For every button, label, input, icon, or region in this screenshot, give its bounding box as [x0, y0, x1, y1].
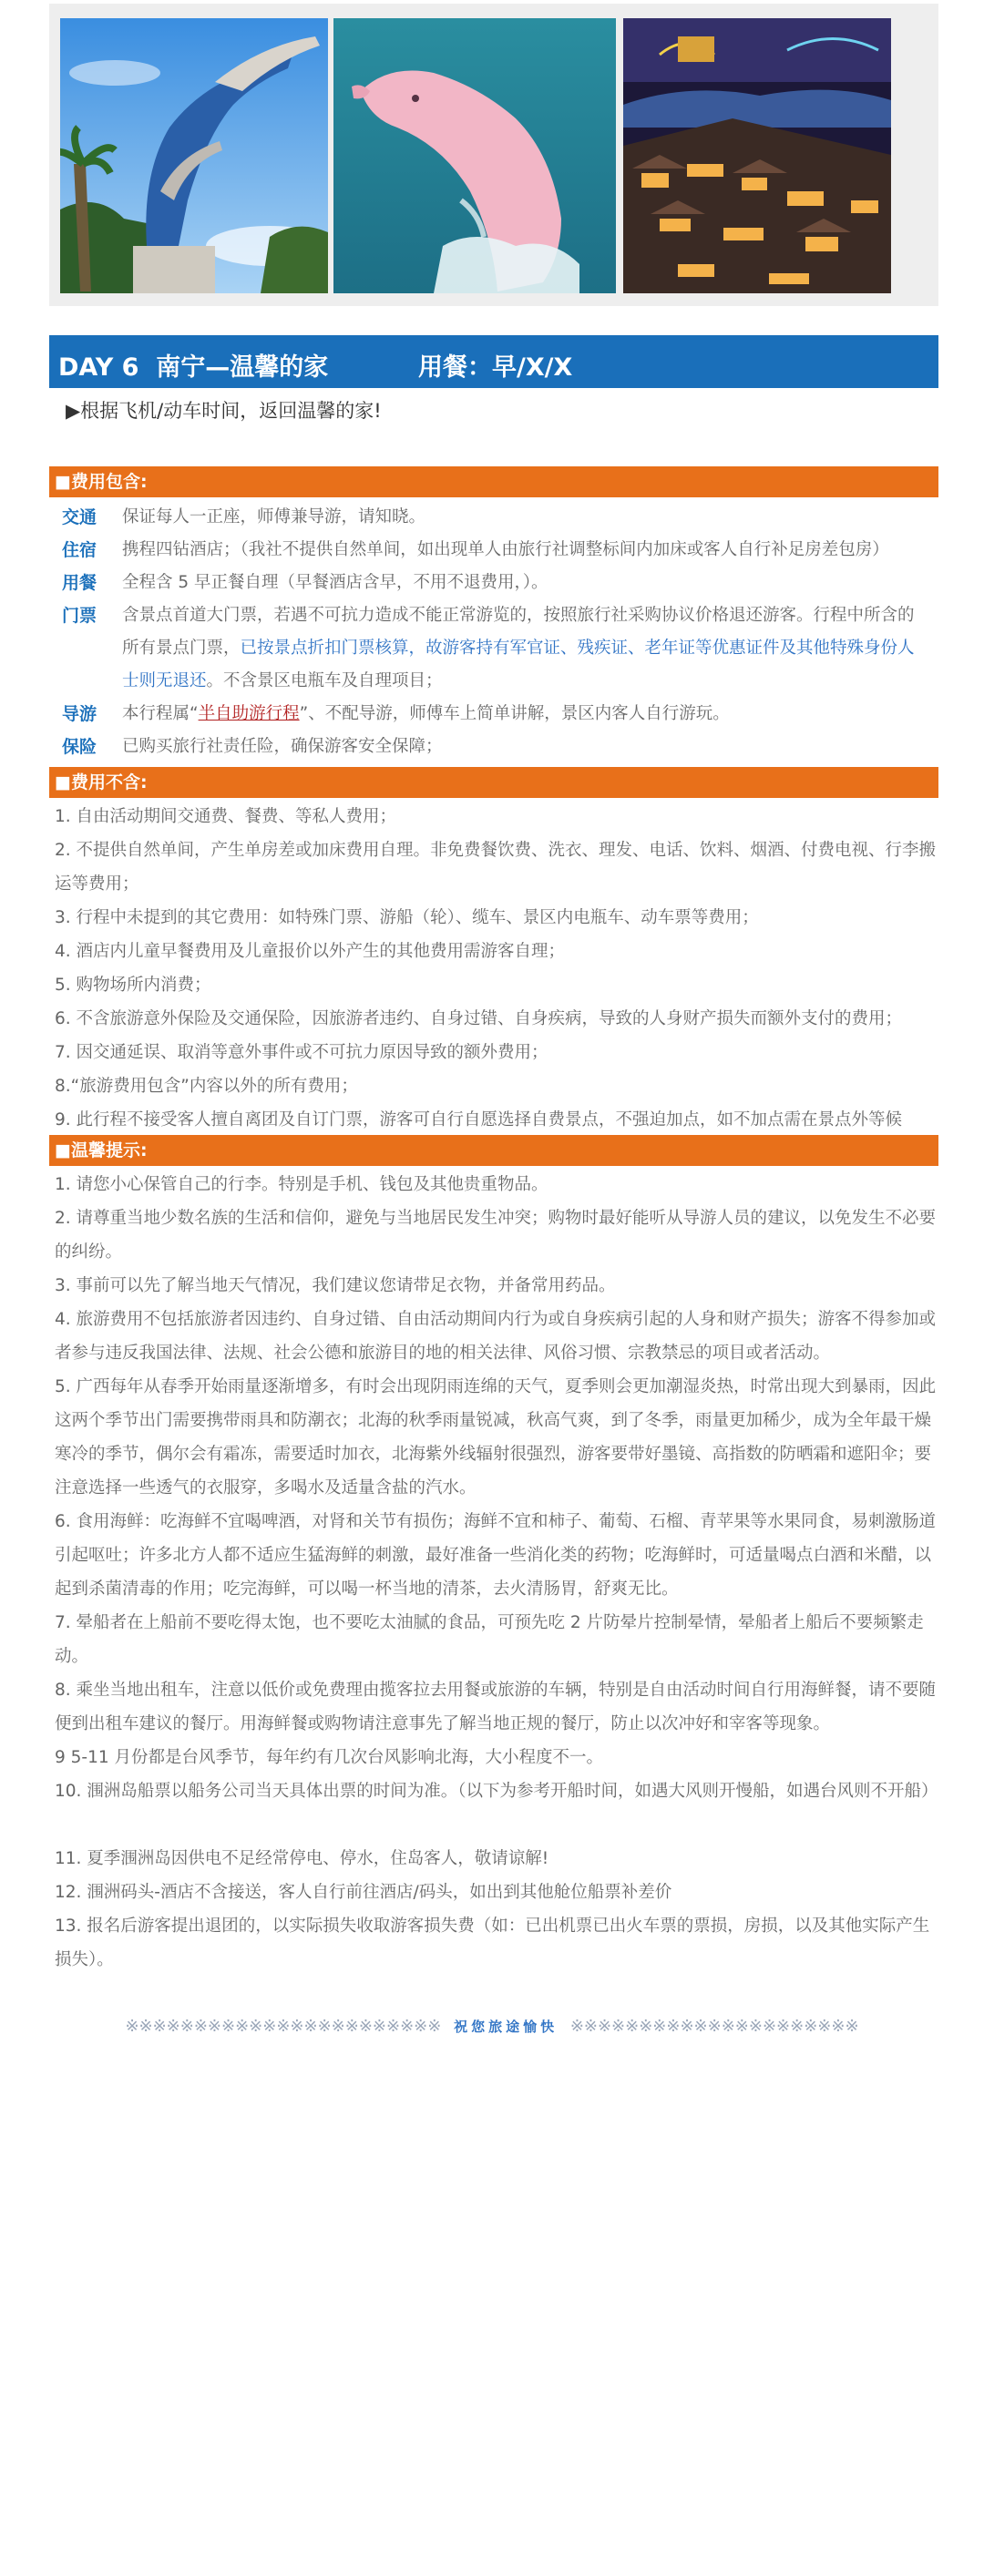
exclude-item: 8.“旅游费用包含”内容以外的所有费用；: [55, 1077, 358, 1096]
include-text: 全程含 5 早正餐自理（早餐酒店含早，不用不退费用，）。: [122, 573, 548, 592]
tip-item: 3. 事前可以先了解当地天气情况，我们建议您请带足衣物，并备常用药品。: [55, 1276, 616, 1295]
tip-item: 10. 涠洲岛船票以船务公司当天具体出票的时间为准。（以下为参考开船时间，如遇大风则开慢船，如遇台风则不开船）: [55, 1782, 938, 1801]
footer-wish-text: 祝您旅途愉快: [454, 2019, 559, 2035]
exclude-item: 9. 此行程不接受客人擅自离团及自订门票，游客可自行自愿选择自费景点，不强迫加点，如不加点需在景点外等候: [55, 1110, 903, 1130]
exclude-item: 2. 不提供自然单间，产生单房差或加床费用自理。非免费餐饮费、洗衣、理发、电话、饮料、烟酒、付费电视、行李搬运等费用；: [55, 841, 937, 894]
day-meals: 用餐：早/X/X: [418, 353, 573, 382]
include-label: 导游: [62, 704, 97, 724]
photo-strip: [49, 4, 938, 306]
tip-item: 6. 食用海鲜：吃海鲜不宜喝啤酒，对肾和关节有损伤；海鲜不宜和柿子、葡萄、石榴、青苹果等水果同食，易刺激肠道引起呕吐；许多北方人都不适应生猛海鲜的刺激，最好准备一些消化类的药物；吃海鲜时，可适量喝点白酒和米醋，以起到杀菌清毒的作用；吃完海鲜，可以喝一杯当地的清茶，去火清肠胃，舒爽无比。: [55, 1512, 937, 1599]
fee-include-header: ■费用包含:: [49, 466, 938, 497]
tip-item: 7. 晕船者在上船前不要吃得太饱，也不要吃太油腻的食品，可预先吃 2 片防晕片控制晕情，晕船者上船后不要频繁走动。: [55, 1613, 924, 1666]
include-text: 携程四钻酒店；（我社不提供自然单间，如出现单人由旅行社调整标间内加床或客人自行补足房差包房）: [122, 540, 889, 559]
day-title: DAY 6 南宁—温馨的家: [58, 353, 329, 382]
tip-item: 2. 请尊重当地少数名族的生活和信仰，避免与当地居民发生冲突；购物时最好能听从导游人员的建议，以免发生不必要的纠纷。: [55, 1209, 937, 1262]
tip-item: 9 5-11 月份都是台风季节，每年约有几次台风影响北海，大小程度不一。: [55, 1748, 604, 1767]
tickets-text-b: 。不含景区电瓶车及自理项目；: [206, 671, 443, 690]
guide-text-b: ”、不配导游，师傅车上简单讲解，景区内客人自行游玩。: [299, 704, 730, 723]
include-label: 门票: [62, 606, 97, 626]
include-label: 用餐: [62, 573, 97, 593]
footer-wish: [91, 2017, 893, 2036]
day-header-bar: [49, 335, 938, 388]
include-text: [122, 698, 924, 731]
tip-item: 8. 乘坐当地出租车，注意以低价或免费理由揽客拉去用餐或旅游的车辆，特别是自由活动时间自行用海鲜餐，请不要随便到出租车建议的餐厅。用海鲜餐或购物请注意事先了解当地正规的餐厅，防止以次冲好和宰客等现象。: [55, 1681, 937, 1733]
tips-header: ■温馨提示:: [49, 1135, 938, 1166]
include-text: [122, 599, 924, 698]
exclude-item: 7. 因交通延误、取消等意外事件或不可抗力原因导致的额外费用；: [55, 1043, 548, 1062]
include-label: 住宿: [62, 540, 97, 560]
tip-item: 12. 涠洲码头-酒店不含接送，客人自行前往酒店/码头，如出到其他舱位船票补差价: [55, 1883, 672, 1902]
exclude-item: 1. 自由活动期间交通费、餐费、等私人费用；: [55, 807, 397, 826]
fee-exclude-header: ■费用不含:: [49, 767, 938, 798]
pink-dolphin-photo: [333, 18, 616, 293]
tip-item: 5. 广西每年从春季开始雨量逐渐增多，有时会出现阴雨连绵的天气，夏季则会更加潮湿炎热，时常出现大到暴雨，因此这两个季节出门需要携带雨具和防潮衣；北海的秋季雨量锐减，秋高气爽，到了冬季，雨量更加稀少，成为全年最干燥寒冷的季节，偶尔会有霜冻，需要适时加衣，北海紫外线辐射很强烈，游客要带好墨镜、高指数的防晒霜和遮阳伞；要注意选择一些透气的衣服穿，多喝水及适量含盐的汽水。: [55, 1377, 937, 1498]
tip-item: 1. 请您小心保管自己的行李。特别是手机、钱包及其他贵重物品。: [55, 1175, 548, 1194]
exclude-item: 4. 酒店内儿童早餐费用及儿童报价以外产生的其他费用需游客自理；: [55, 942, 566, 961]
include-text: 已购买旅行社责任险，确保游客安全保障；: [122, 737, 443, 756]
exclude-item: 6. 不含旅游意外保险及交通保险，因旅游者违约、自身过错、自身疾病，导致的人身财产损失而额外支付的费用；: [55, 1009, 903, 1028]
include-text: 保证每人一正座，师傅兼导游，请知晓。: [122, 507, 426, 526]
day-note: ▶根据飞机/动车时间，返回温馨的家!: [66, 400, 382, 422]
footer-stars-right: ※※※※※※※※※※※※※※※※※※※※※: [569, 2017, 859, 2036]
semi-self-guided-link[interactable]: 半自助游行程: [198, 704, 300, 723]
tickets-discount-note: 已按景点折扣门票核算，故游客持有军官证、残疾证、老年证等优惠证件及其他特殊身份人士则无退还: [122, 639, 915, 690]
guide-text-a: 本行程属“: [122, 704, 199, 723]
include-label: 保险: [62, 737, 97, 757]
include-label: 交通: [62, 507, 97, 527]
tickets-text-a: 含景点首道大门票，若遇不可抗力造成不能正常游览的，按照旅行社采购协议价格退还游客。行程中所含的所有景点门票，: [122, 606, 915, 658]
exclude-item: 5. 购物场所内消费；: [55, 976, 211, 995]
tip-item: 4. 旅游费用不包括旅游者因违约、自身过错、自由活动期间内行为或自身疾病引起的人身和财产损失；游客不得参加或者参与违反我国法律、法规、社会公德和旅游目的地的相关法律、风俗习惯、宗教禁忌的项目或者活动。: [55, 1310, 937, 1363]
tip-item: 13. 报名后游客提出退团的，以实际损失收取游客损失费（如：已出机票已出火车票的票损，房损，以及其他实际产生损失）。: [55, 1917, 930, 1969]
city-night-photo: [623, 18, 891, 293]
exclude-item: 3. 行程中未提到的其它费用：如特殊门票、游船（轮）、缆车、景区内电瓶车、动车票等费用；: [55, 908, 759, 927]
dolphin-statue-photo: [60, 18, 328, 293]
footer-stars-left: ※※※※※※※※※※※※※※※※※※※※※※※: [125, 2017, 442, 2036]
tip-item: 11. 夏季涠洲岛因供电不足经常停电、停水，住岛客人，敬请谅解!: [55, 1849, 549, 1868]
